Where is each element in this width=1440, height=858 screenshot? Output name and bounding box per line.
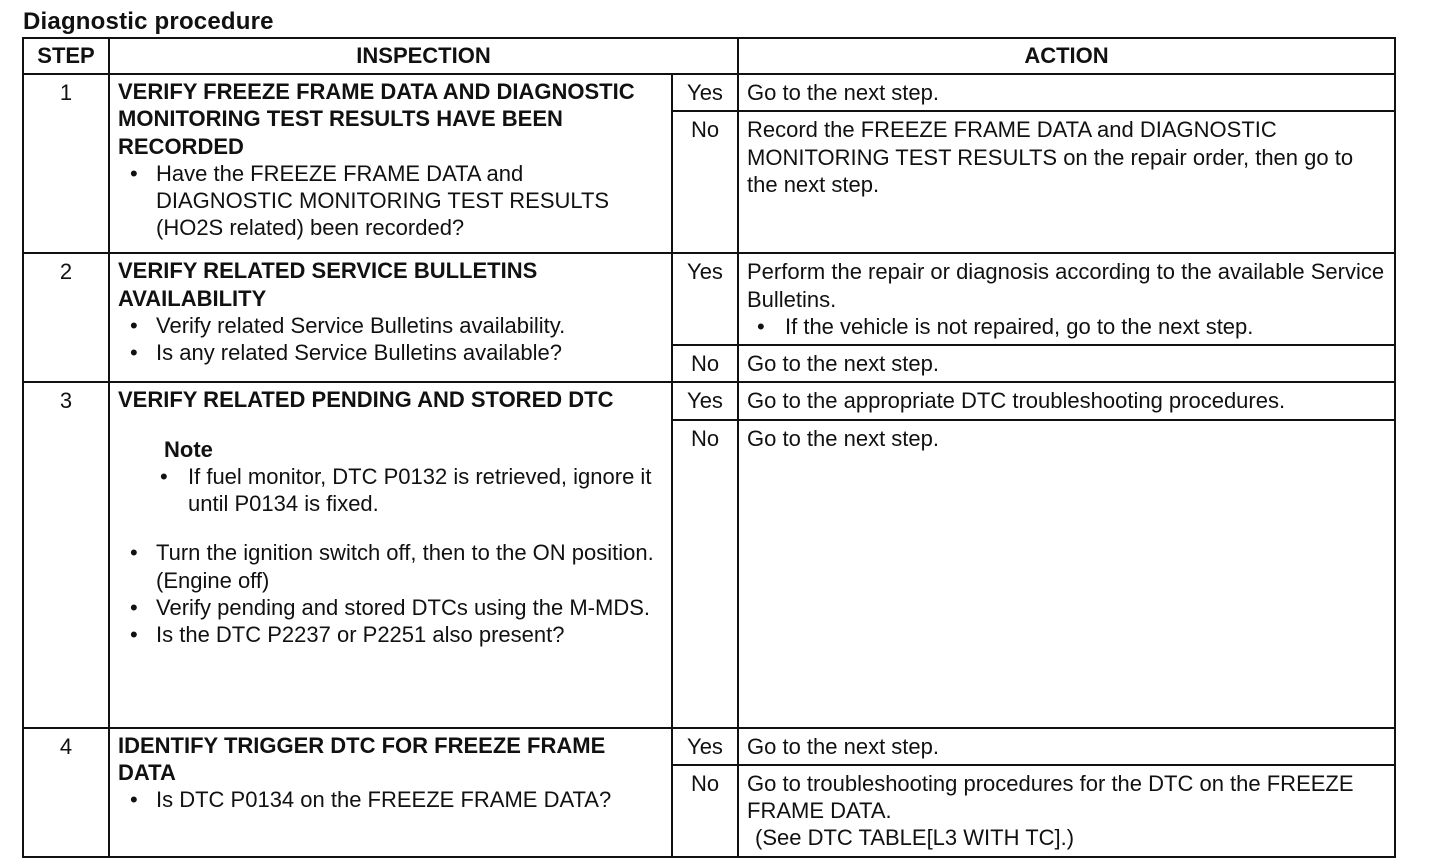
yes-action: Perform the repair or diagnosis according to the available Service Bulletins. <box>747 259 1385 312</box>
table-row-step-4-yes <box>23 728 1395 765</box>
no-action: Go to troubleshooting procedures for the DTC on the FREEZE FRAME DATA. <box>747 770 1354 824</box>
header-inspection: INSPECTION <box>109 38 738 74</box>
page-title: Diagnostic procedure <box>23 8 274 35</box>
note-bullet: • If fuel monitor, DTC P0132 is retrieved, ignore it until P0134 is fixed. <box>164 463 665 518</box>
inspection-bullets <box>118 312 665 367</box>
yes-action: Go to the next step. <box>738 74 1395 111</box>
inspection-heading: VERIFY RELATED PENDING AND STORED DTC <box>118 387 614 413</box>
step-number: 3 <box>23 382 109 727</box>
table-row-step-3-yes <box>23 382 1395 419</box>
inspection-cell <box>109 728 672 857</box>
table-header-row <box>23 38 1395 74</box>
no-action: Record the FREEZE FRAME DATA and DIAGNOSTIC MONITORING TEST RESULTS on the repair order, then go to the next step. <box>738 111 1395 253</box>
note-bullets <box>164 463 665 518</box>
step-number: 2 <box>23 253 109 382</box>
no-action: Go to the next step. <box>738 420 1395 728</box>
inspection-cell <box>109 253 672 382</box>
yes-action: Go to the appropriate DTC troubleshooting procedures. <box>738 382 1395 419</box>
no-action: Go to the next step. <box>738 345 1395 382</box>
inspection-bullets <box>118 539 665 648</box>
step-number: 4 <box>23 728 109 857</box>
no-action-reference: (See DTC TABLE[L3 WITH TC].) <box>755 825 1075 851</box>
diagnostic-procedure-table <box>22 37 1396 858</box>
no-label: No <box>672 420 738 728</box>
inspection-bullet: • Verify related Service Bulletins availability. <box>118 312 665 339</box>
no-label: No <box>672 111 738 253</box>
table-row-step-1-yes <box>23 74 1395 111</box>
inspection-bullets <box>118 160 665 242</box>
inspection-bullet: • Verify pending and stored DTCs using the M-MDS. <box>118 594 665 621</box>
header-action: ACTION <box>738 38 1395 74</box>
inspection-bullet: • Have the FREEZE FRAME DATA and DIAGNOSTIC MONITORING TEST RESULTS (HO2S related) been recorded? <box>118 160 665 242</box>
yes-label: Yes <box>672 253 738 345</box>
yes-label: Yes <box>672 382 738 419</box>
inspection-bullet: • Is any related Service Bulletins available? <box>118 339 665 366</box>
no-label: No <box>672 765 738 857</box>
yes-action: Go to the next step. <box>738 728 1395 765</box>
step-number: 1 <box>23 74 109 253</box>
yes-label: Yes <box>672 728 738 765</box>
inspection-bullet: • Turn the ignition switch off, then to the ON position. (Engine off) <box>118 539 665 594</box>
no-label: No <box>672 345 738 382</box>
inspection-bullet: • Is the DTC P2237 or P2251 also present? <box>118 621 665 648</box>
table-row-step-2-yes <box>23 253 1395 345</box>
note-title: Note <box>164 436 213 462</box>
inspection-heading: IDENTIFY TRIGGER DTC FOR FREEZE FRAME DATA <box>118 732 606 785</box>
note-block <box>118 436 665 518</box>
inspection-bullet: • Is DTC P0134 on the FREEZE FRAME DATA? <box>118 786 665 813</box>
yes-action-cell <box>738 253 1395 345</box>
inspection-heading: VERIFY FREEZE FRAME DATA AND DIAGNOSTIC MONITORING TEST RESULTS HAVE BEEN RECORDED <box>118 79 635 159</box>
inspection-bullets <box>118 786 665 813</box>
yes-label: Yes <box>672 74 738 111</box>
action-bullets <box>747 313 1388 340</box>
inspection-cell <box>109 382 672 727</box>
action-bullet: • If the vehicle is not repaired, go to the next step. <box>747 313 1388 340</box>
inspection-heading: VERIFY RELATED SERVICE BULLETINS AVAILABILITY <box>118 258 538 311</box>
header-step: STEP <box>23 38 109 74</box>
no-action-cell <box>738 765 1395 857</box>
inspection-cell <box>109 74 672 253</box>
